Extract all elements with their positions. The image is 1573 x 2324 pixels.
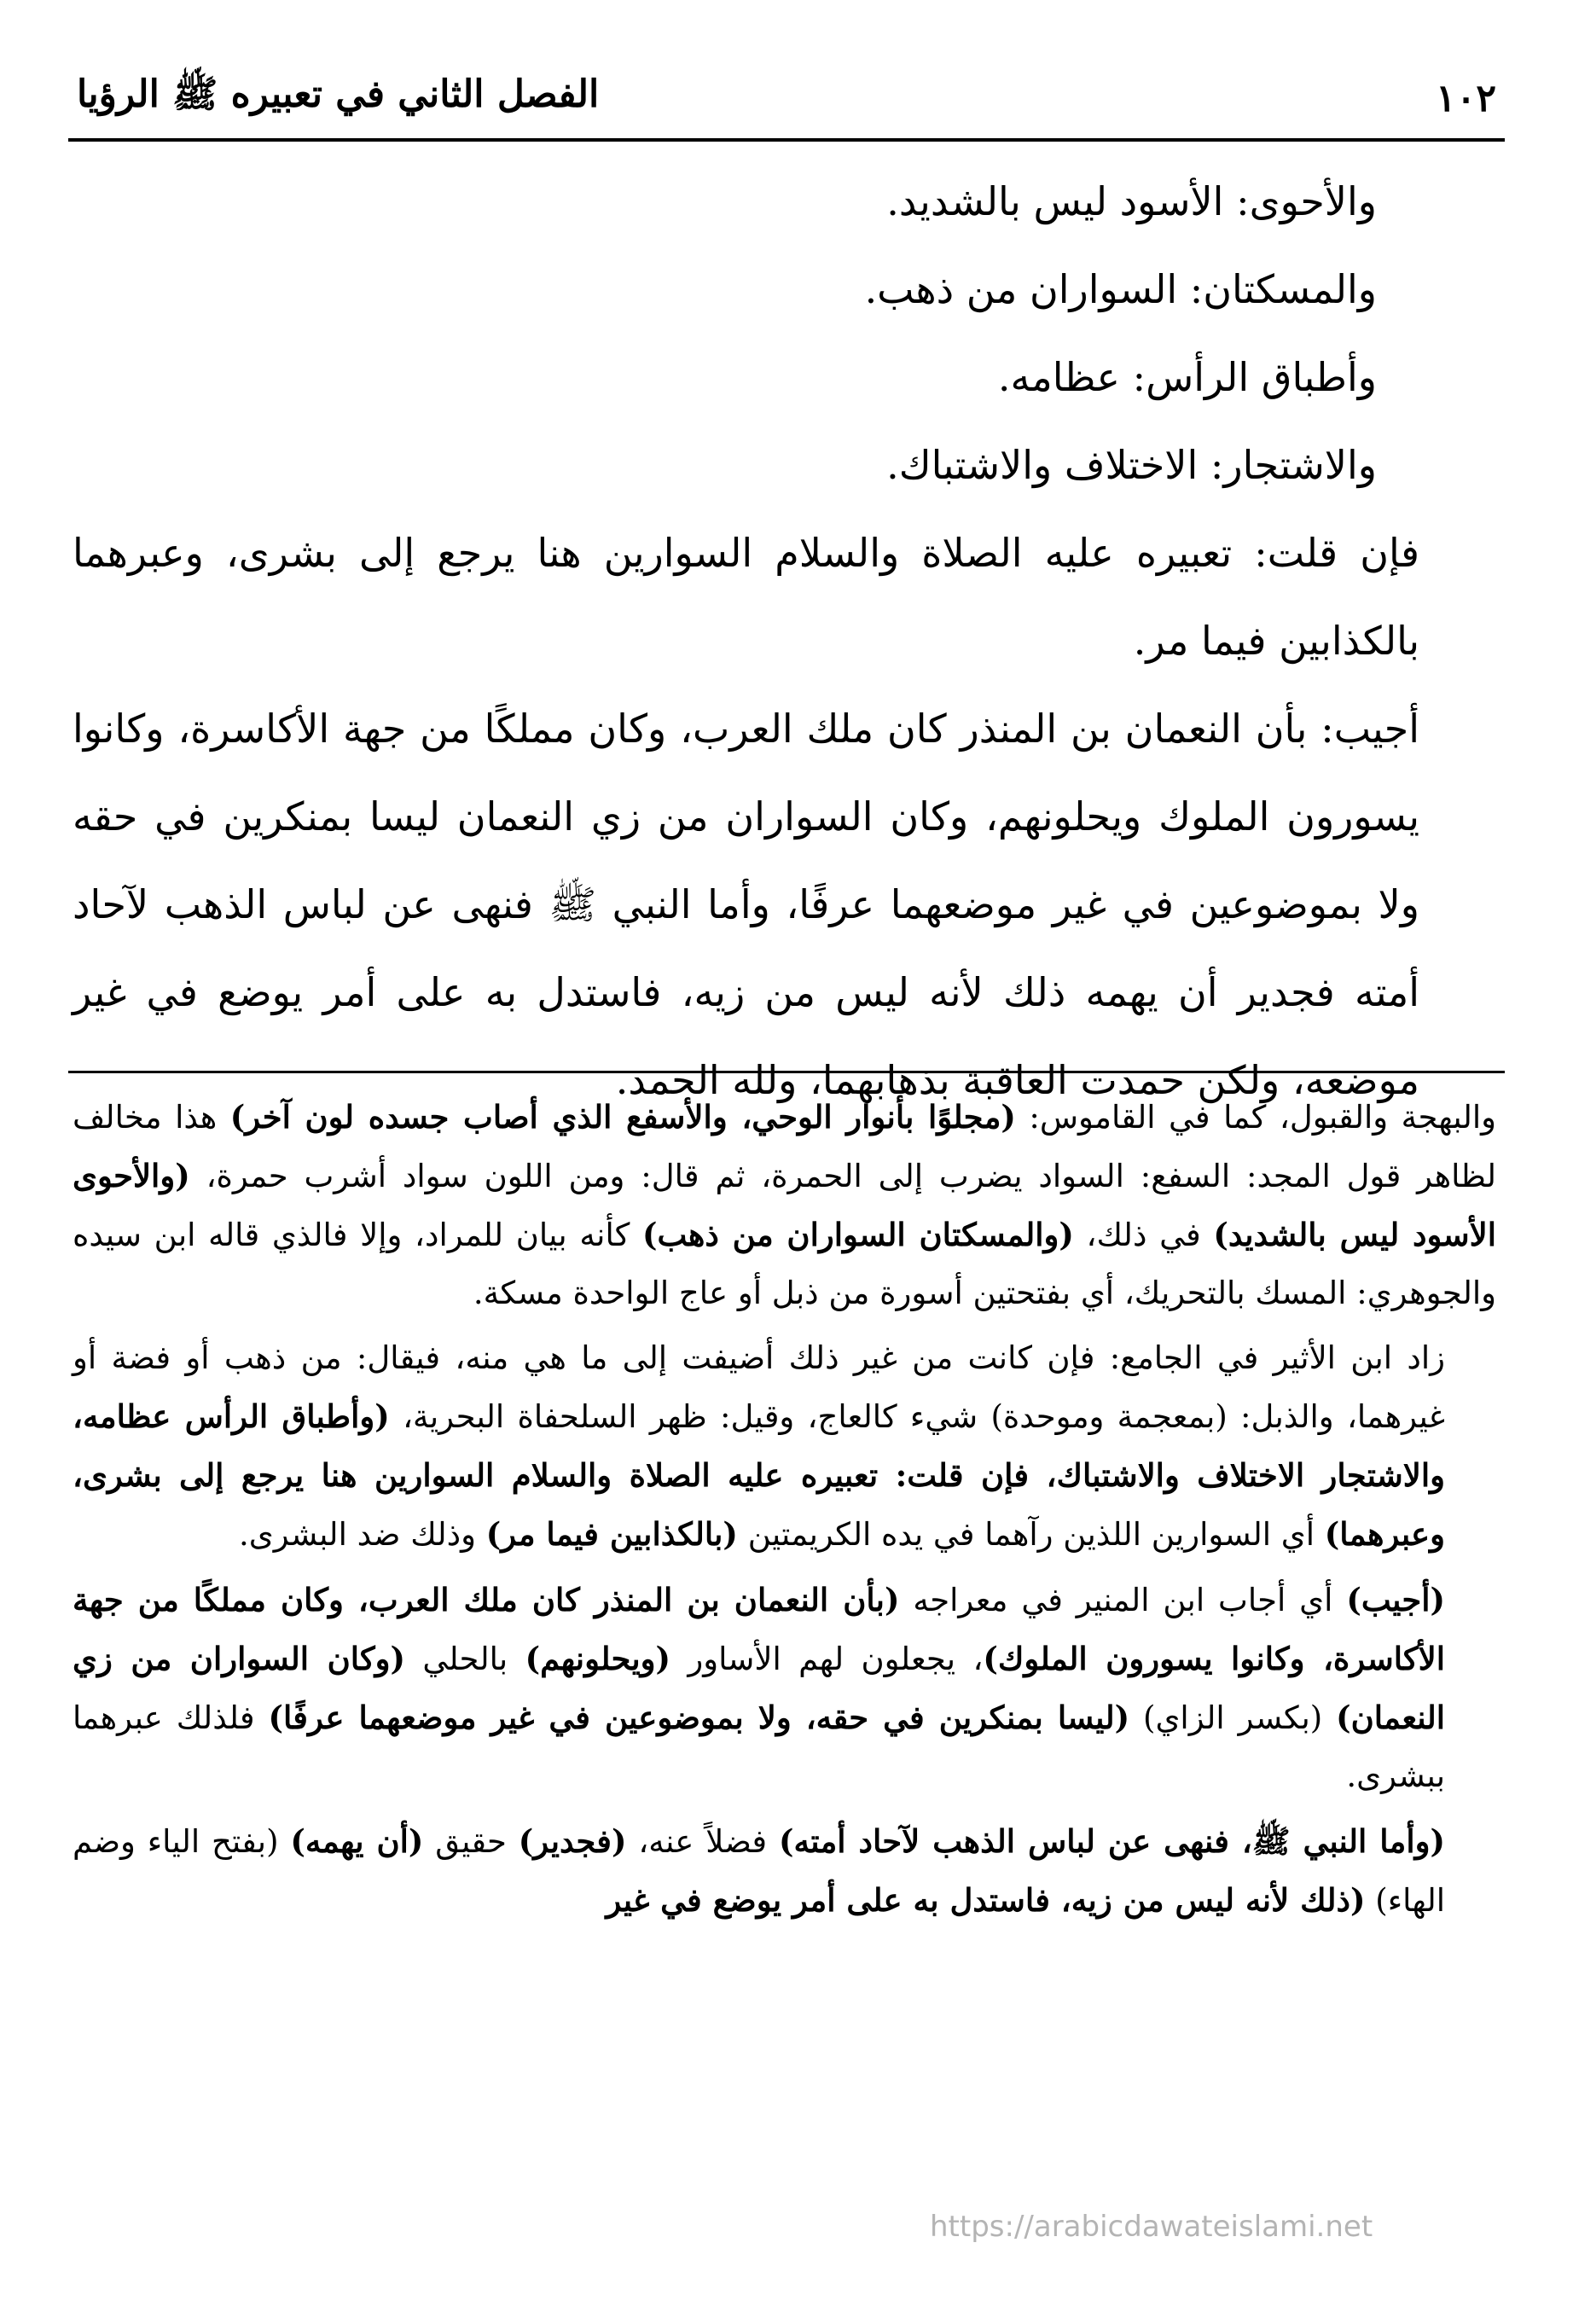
quoted-matn: (والأحوى الأسود ليس بالشديد) [73,1157,1496,1253]
page-header [77,64,1496,132]
quoted-matn: (أجيب) [1346,1581,1445,1618]
commentary-run: (بفتح الياء وضم الهاء) [73,1823,1445,1919]
quoted-matn: (والمسكتان السواران من ذهب) [642,1216,1074,1253]
definition-line: والاشتجار: الاختلاف والاشتباك. [886,442,1377,488]
commentary-run: حقيق [423,1823,519,1860]
quoted-matn: (فجدير) [518,1822,627,1860]
footnote-divider [68,1071,1505,1073]
quoted-matn: (وأطباق الرأس عظامه، والاشتجار الاختلاف والاشتباك، فإن قلت: تعبيره عليه الصلاة والسلام السوارين هنا يرجع إلى بشرى، وعبرهما) [73,1397,1445,1553]
quoted-matn: (ذلك لأنه ليس من زيه، فاستدل به على أمر يوضع في غير [606,1881,1366,1919]
commentary-run: فلذلك عبرهما ببشرى. [73,1699,1445,1794]
commentary-run: وذلك ضد البشرى. [239,1516,486,1553]
commentary-paragraph [73,1329,1496,1564]
commentary-run: أي السوارين اللذين رآهما في يده الكريمتين [737,1516,1325,1553]
question-paragraph: فإن قلت: تعبيره عليه الصلاة والسلام السوارين هنا يرجع إلى بشرى، وعبرهما بالكذابين فيما مر. [73,530,1419,664]
commentary-run: بالحلي [405,1641,525,1677]
quoted-matn: (بالكذابين فيما مر) [485,1515,738,1553]
source-watermark: https://arabicdawateislami.net [930,2210,1373,2244]
quoted-matn: (وكان السواران من زي النعمان) [73,1640,1446,1736]
commentary-run: فضلاً عنه، [626,1823,779,1860]
commentary-run: والبهجة والقبول، كما في القاموس: [1015,1099,1496,1136]
quoted-matn: (بأن النعمان بن المنذر كان ملك العرب، وكان مملكًا من جهة الأكاسرة، وكانوا يسورون الملوك) [73,1581,1445,1677]
quoted-matn: (ويحلونهم) [525,1640,671,1677]
header-divider [68,138,1505,142]
definition-line: وأطباق الرأس: عظامه. [997,354,1377,400]
commentary-run: كأنه بيان للمراد، وإلا فالذي قاله ابن سيده والجوهري: المسك بالتحريك، أي بفتحتين أسورة من ذبل أو عاج الواحدة مسكة. [73,1217,1496,1311]
answer-paragraph: أجيب: بأن النعمان بن المنذر كان ملك العرب، وكان مملكًا من جهة الأكاسرة، وكانوا يسورون الملوك ويحلونهم، وكان السواران من زي النعمان ليسا بمنكرين في حقه ولا بموضوعين في غير موضعهما عرفًا، وأما النبي ﷺ فنهى عن لباس الذهب لآحاد أمته فجدير أن يهمه ذلك لأنه ليس من زيه، فاستدل به على أمر يوضع في غير موضعه، ولكن حمدت العاقبة بذهابهما، ولله الحمد. [73,706,1419,1103]
commentary-text [73,1088,1496,1937]
definition-line: والمسكتان: السواران من ذهب. [864,266,1377,312]
commentary-paragraph [73,1812,1496,1930]
commentary-run: (بكسر الزاي) [1129,1699,1337,1736]
commentary-run: هذا مخالف لظاهر قول المجد: السفع: السواد يضرب إلى الحمرة، ثم قال: ومن اللون سواد أشرب حمرة، [73,1099,1496,1194]
quoted-matn: (أن يهمه) [290,1822,424,1860]
commentary-run: في ذلك، [1073,1217,1214,1253]
quoted-matn: (وأما النبي ﷺ، فنهى عن لباس الذهب لآحاد أمته) [778,1822,1445,1860]
commentary-run: أي أجاب ابن المنير في معراجه [899,1582,1347,1618]
chapter-title: الفصل الثاني في تعبيره ﷺ الرؤيا [77,73,600,116]
definition-line: والأحوى: الأسود ليس بالشديد. [886,178,1377,224]
commentary-run: زاد ابن الأثير في الجامع: فإن كانت من غير ذلك أضيفت إلى ما هي منه، فيقال: من ذهب أو فضة أو غيرهما، والذبل: (بمعجمة وموحدة) شيء كالعاج، وقيل: ظهر السلحفاة البحرية، [73,1339,1446,1435]
commentary-paragraph [73,1088,1496,1322]
quoted-matn: (مجلوًا بأنوار الوحي، والأسفع الذي أصاب جسده لون آخر) [229,1098,1016,1136]
main-text [73,158,1496,1124]
commentary-run: ، يجعلون لهم الأساور [670,1641,984,1677]
quoted-matn: (ليسا بمنكرين في حقه، ولا بموضوعين في غير موضعهما عرفًا) [268,1699,1130,1736]
commentary-paragraph [73,1571,1496,1805]
page-number: ١٠٢ [1436,76,1496,120]
